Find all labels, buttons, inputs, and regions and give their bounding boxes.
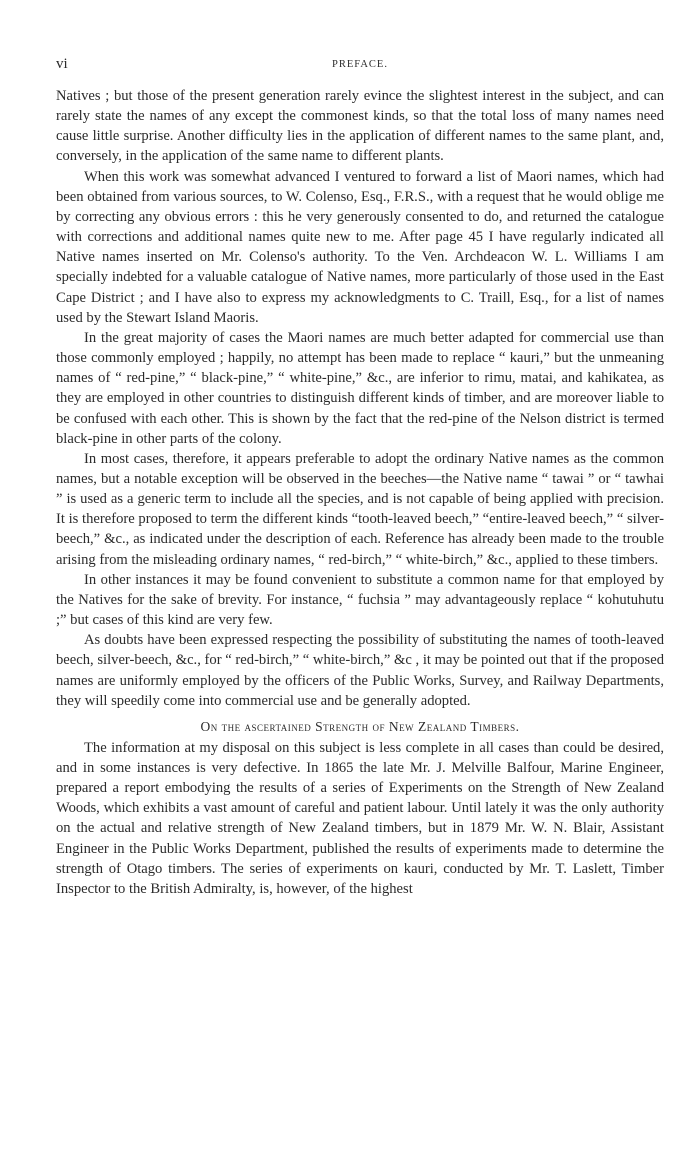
paragraph-maori-names: In the great majority of cases the Maori names are much better adapted for commercial use than those commonly employed ; happily, no attempt has been made to replace “ kauri,” but the unmeaning names of “ red-pine,” “ black-pine,” “ white-pine,” &c., are inferior to rimu, matai, and kahikatea, as they are employed in other countries to distinguish different kinds of timber, and are moreover liable to be confused with each other. This is shown by the fact that the red-pine of the Nelson district is termed black-pine in other parts of the colony. — [56, 329, 664, 447]
paragraph-substitution: As doubts have been expressed respecting the possibility of substituting the names of tooth-leaved beech, silver-beech, &c., for “ red-birch,” “ white-birch,” &c , it may be pointed out that if the proposed names are uniformly employed by the officers of the Public Works, Survey, and Railway Departments, they will speedily come into commercial use and be generally adopted. — [56, 632, 664, 709]
page-number: vi — [56, 56, 68, 72]
paragraph-beeches: In most cases, therefore, it appears preferable to adopt the ordinary Native names as the common names, but a notable exception will be observed in the beeches—the Native name “ tawai ” or “ tawhai ” is used as a generic term to include all the species, and is not capable of being applied with precision. It is therefore proposed to term the different kinds “tooth-leaved beech,” “entire-leaved beech,” “ silver-beech,” &c., as indicated under the description of each. Reference has already been made to the trouble arising from the misleading ordinary names, “ red-birch,” “ white-birch,” &c., applied to these timbers. — [56, 450, 664, 568]
body-text — [56, 86, 664, 899]
running-head — [56, 56, 664, 80]
paragraph-strength: The information at my disposal on this subject is less complete in all cases than could be desired, and in some instances is very defective. In 1865 the late Mr. J. Melville Balfour, Marine Engineer, prepared a report embodying the results of a series of Experiments on the Strength of New Zealand Woods, which exhibits a vast amount of careful and patient labour. Until lately it was the only authority on the actual and relative strength of New Zealand timbers, but in 1879 Mr. W. N. Blair, Assistant Engineer in the Public Works Department, published the results of experiments made to determine the strength of Otago timbers. The series of experiments on kauri, conducted by Mr. T. Laslett, Timber Inspector to the British Admiralty, is, however, of the highest — [56, 739, 664, 897]
running-title: PREFACE. — [332, 59, 388, 70]
paragraph-colenso: When this work was somewhat advanced I ventured to forward a list of Maori names, which had been obtained from various sources, to W. Colenso, Esq., F.R.S., with a request that he would oblige me by correcting any obvious errors : this he very generously consented to do, and returned the catalogue with corrections and additional names quite new to me. After page 45 I have regularly indicated all Native names inserted on Mr. Colenso's authority. To the Ven. Archdeacon W. L. Williams I am specially indebted for a valuable catalogue of Native names, more particularly of those used in the East Cape District ; and I have also to express my acknowledgments to C. Traill, Esq., for a list of names used by the Stewart Island Maoris. — [56, 168, 664, 326]
paragraph-continuation: Natives ; but those of the present generation rarely evince the slightest interest in the subject, and can rarely state the names of any except the commonest kinds, so that the total loss of many names need cause little surprise. Another difficulty lies in the application of different names to the same plant, and, conversely, in the application of the same name to different plants. — [56, 88, 664, 165]
book-page — [56, 56, 664, 899]
section-heading: On the ascertained Strength of New Zealand Timbers. — [200, 718, 520, 734]
paragraph-common-name: In other instances it may be found convenient to substitute a common name for that employed by the Natives for the sake of brevity. For instance, “ fuchsia ” may advantageously replace “ kohutuhutu ;” but cases of this kind are very few. — [56, 571, 664, 629]
